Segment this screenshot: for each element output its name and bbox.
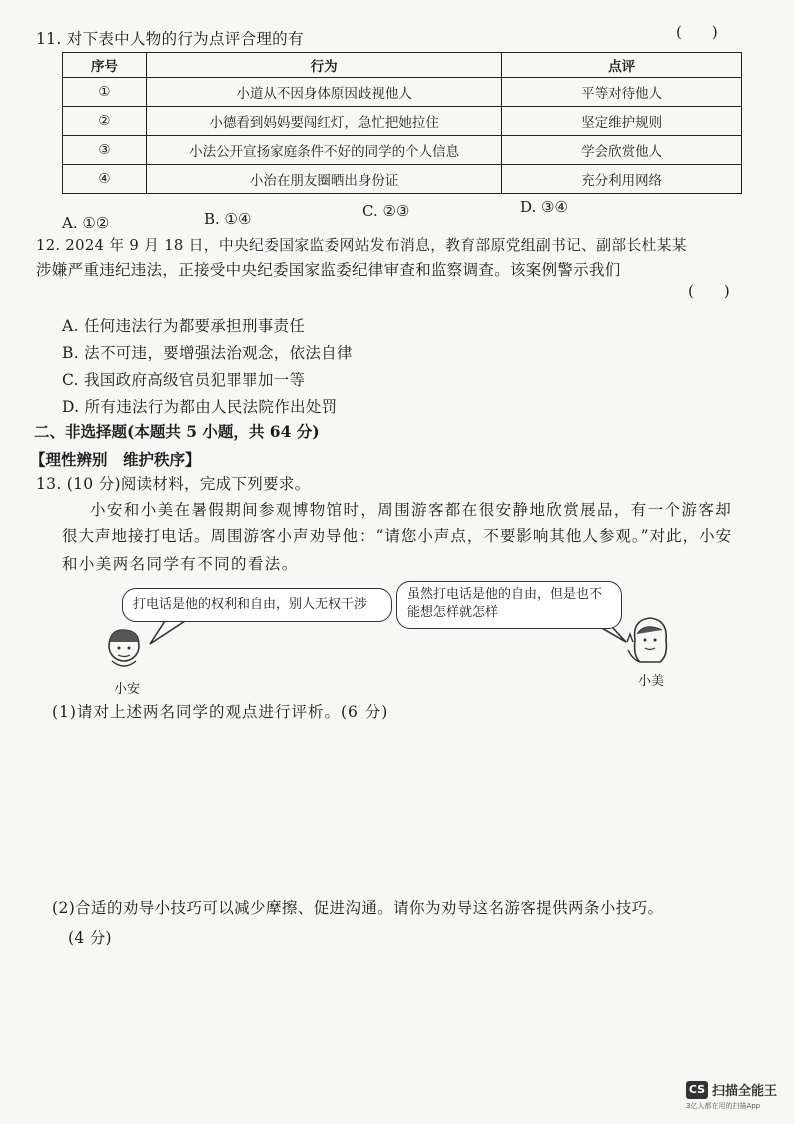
q11-option-c: C. ②③: [362, 202, 410, 220]
speech-right-text-1: 虽然打电话是他的自由，但是也不: [407, 587, 603, 602]
q12-option-a: A. 任何违法行为都要承担刑事责任: [62, 317, 306, 335]
speech-right-text-2: 能想怎样就怎样: [407, 605, 499, 620]
q13-sub2-line2: (4 分): [68, 929, 112, 947]
speech-bubble-left: [122, 588, 392, 622]
q12-line1: 12. 2024 年 9 月 18 日，中央纪委国家监委网站发布消息，教育部原党组副书记、副部长杜某某: [36, 237, 687, 254]
row-index: ④: [63, 165, 147, 194]
row-comment: 坚定维护规则: [502, 107, 742, 136]
row-behavior: 小治在朋友圈晒出身份证: [146, 165, 501, 194]
table-row: [63, 107, 742, 136]
row-comment: 充分利用网络: [502, 165, 742, 194]
q11-option-d: D. ③④: [520, 198, 568, 216]
q13-para-line1: 小安和小美在暑假期间参观博物馆时，周围游客都在很安静地欣赏展品，有一个游客却: [90, 501, 733, 519]
speech-bubble-right: [396, 581, 622, 629]
row-comment: 学会欣赏他人: [502, 136, 742, 165]
q13-stem: 13. (10 分)阅读材料，完成下列要求。: [36, 475, 311, 493]
student-right-figure: [627, 618, 666, 662]
row-behavior: 小德看到妈妈要闯红灯，急忙把她拉住: [146, 107, 501, 136]
table-header-row: [63, 53, 742, 78]
student-left-figure: [109, 630, 139, 666]
speech-left-text: 打电话是他的权利和自由，别人无权干涉: [133, 597, 368, 612]
row-behavior: 小道从不因身体原因歧视他人: [146, 78, 501, 107]
q12-option-c: C. 我国政府高级官员犯罪罪加一等: [62, 371, 306, 389]
row-comment: 平等对待他人: [502, 78, 742, 107]
table-row: [63, 165, 742, 194]
q12-answer-paren: ( ): [688, 282, 730, 300]
q13-para-line2: 很大声地接打电话。周围游客小声劝导他：“请您小声点，不要影响其他人参观。”对此，小安: [62, 527, 733, 545]
table-row: [63, 78, 742, 107]
q11-answer-paren: ( ): [676, 23, 718, 41]
q12-option-b: B. 法不可违，要增强法治观念，依法自律: [62, 344, 353, 362]
q11-option-b: B. ①④: [204, 210, 252, 228]
q12-line2: 涉嫌严重违纪违法，正接受中央纪委国家监委纪律审查和监察调查。该案例警示我们: [36, 261, 621, 279]
scanner-logo-icon: CS: [686, 1081, 708, 1099]
row-behavior: 小法公开宣扬家庭条件不好的同学的个人信息: [146, 136, 501, 165]
student-left-name: 小安: [114, 682, 141, 697]
scanner-app-name: 扫描全能王: [712, 1084, 778, 1099]
section-subtitle: 【理性辨别 维护秩序】: [30, 450, 201, 469]
header-behavior: 行为: [146, 53, 501, 78]
student-right-name: 小美: [638, 674, 665, 689]
row-index: ③: [63, 136, 147, 165]
q13-sub1: (1)请对上述两名同学的观点进行评析。(6 分): [52, 703, 389, 721]
header-index: 序号: [63, 53, 147, 78]
q12-option-d: D. 所有违法行为都由人民法院作出处罚: [62, 398, 338, 416]
row-index: ①: [63, 78, 147, 107]
table-row: [63, 136, 742, 165]
scanner-tagline: 3亿人都在用的扫描App: [686, 1102, 761, 1110]
q13-sub2-line1: (2)合适的劝导小技巧可以减少摩擦、促进沟通。请你为劝导这名游客提供两条小技巧。: [52, 899, 664, 917]
q13-para-line3: 和小美两名同学有不同的看法。: [62, 555, 299, 573]
row-index: ②: [63, 107, 147, 136]
q11-stem: 11. 对下表中人物的行为点评合理的有: [36, 30, 304, 48]
q11-option-a: A. ①②: [62, 214, 110, 232]
header-comment: 点评: [502, 53, 742, 78]
q11-table: [62, 52, 742, 194]
section-title: 二、非选择题(本题共 5 小题，共 64 分): [34, 422, 320, 441]
